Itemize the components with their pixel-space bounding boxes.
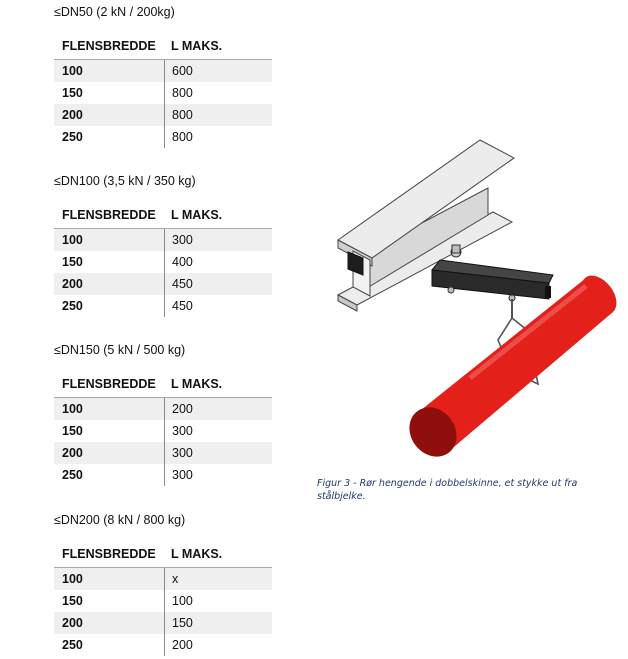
cell-l-maks: 450 (172, 277, 193, 291)
cell-flensbredde: 150 (62, 424, 83, 438)
cell-l-maks: 300 (172, 468, 193, 482)
table-header (54, 371, 272, 398)
cell-l-maks: 300 (172, 233, 193, 247)
table-row (54, 464, 272, 486)
cell-l-maks: 300 (172, 424, 193, 438)
cell-flensbredde: 100 (62, 233, 83, 247)
cell-flensbredde: 100 (62, 64, 83, 78)
load-table (54, 202, 272, 317)
table-row (54, 251, 272, 273)
header-flensbredde: FLENSBREDDE (62, 547, 156, 561)
cell-flensbredde: 250 (62, 130, 83, 144)
header-flensbredde: FLENSBREDDE (62, 39, 156, 53)
cell-flensbredde: 200 (62, 277, 83, 291)
header-flensbredde: FLENSBREDDE (62, 377, 156, 391)
table-header (54, 541, 272, 568)
cell-l-maks: 800 (172, 130, 193, 144)
cell-l-maks: 450 (172, 299, 193, 313)
cell-flensbredde: 250 (62, 638, 83, 652)
header-l-maks: L MAKS. (171, 39, 223, 53)
section-title: ≤DN100 (3,5 kN / 350 kg) (54, 174, 196, 188)
section-title: ≤DN200 (8 kN / 800 kg) (54, 513, 186, 527)
cell-l-maks: 300 (172, 446, 193, 460)
cell-l-maks: 800 (172, 86, 193, 100)
cell-flensbredde: 200 (62, 108, 83, 122)
cell-l-maks: 800 (172, 108, 193, 122)
table-row (54, 126, 272, 148)
table-row (54, 420, 272, 442)
cell-flensbredde: 100 (62, 402, 83, 416)
cell-l-maks: x (172, 572, 179, 586)
section-title: ≤DN50 (2 kN / 200kg) (54, 5, 175, 19)
cell-flensbredde: 250 (62, 299, 83, 313)
table-header (54, 202, 272, 229)
table-header (54, 33, 272, 60)
cell-l-maks: 600 (172, 64, 193, 78)
table-row (54, 612, 272, 634)
table-row (54, 398, 272, 420)
section-title: ≤DN150 (5 kN / 500 kg) (54, 343, 186, 357)
cell-l-maks: 200 (172, 638, 193, 652)
cell-flensbredde: 150 (62, 255, 83, 269)
header-l-maks: L MAKS. (171, 547, 223, 561)
table-row (54, 229, 272, 251)
table-row (54, 82, 272, 104)
load-table (54, 33, 272, 148)
cell-l-maks: 150 (172, 616, 193, 630)
table-row (54, 60, 272, 82)
cell-flensbredde: 200 (62, 616, 83, 630)
table-row (54, 590, 272, 612)
header-flensbredde: FLENSBREDDE (62, 208, 156, 222)
header-l-maks: L MAKS. (171, 377, 223, 391)
header-l-maks: L MAKS. (171, 208, 223, 222)
table-row (54, 442, 272, 464)
table-row (54, 273, 272, 295)
cell-flensbredde: 200 (62, 446, 83, 460)
cell-flensbredde: 100 (62, 572, 83, 586)
cell-l-maks: 400 (172, 255, 193, 269)
cell-l-maks: 200 (172, 402, 193, 416)
cell-flensbredde: 150 (62, 86, 83, 100)
pipe-hanger-illustration (325, 130, 625, 460)
table-row (54, 295, 272, 317)
cell-flensbredde: 250 (62, 468, 83, 482)
table-row (54, 634, 272, 656)
cell-flensbredde: 150 (62, 594, 83, 608)
table-row (54, 568, 272, 590)
load-table (54, 371, 272, 486)
cell-l-maks: 100 (172, 594, 193, 608)
figure-caption: Figur 3 - Rør hengende i dobbelskinne, et stykke ut fra stålbjelke. (317, 478, 578, 502)
table-row (54, 104, 272, 126)
load-table (54, 541, 272, 656)
